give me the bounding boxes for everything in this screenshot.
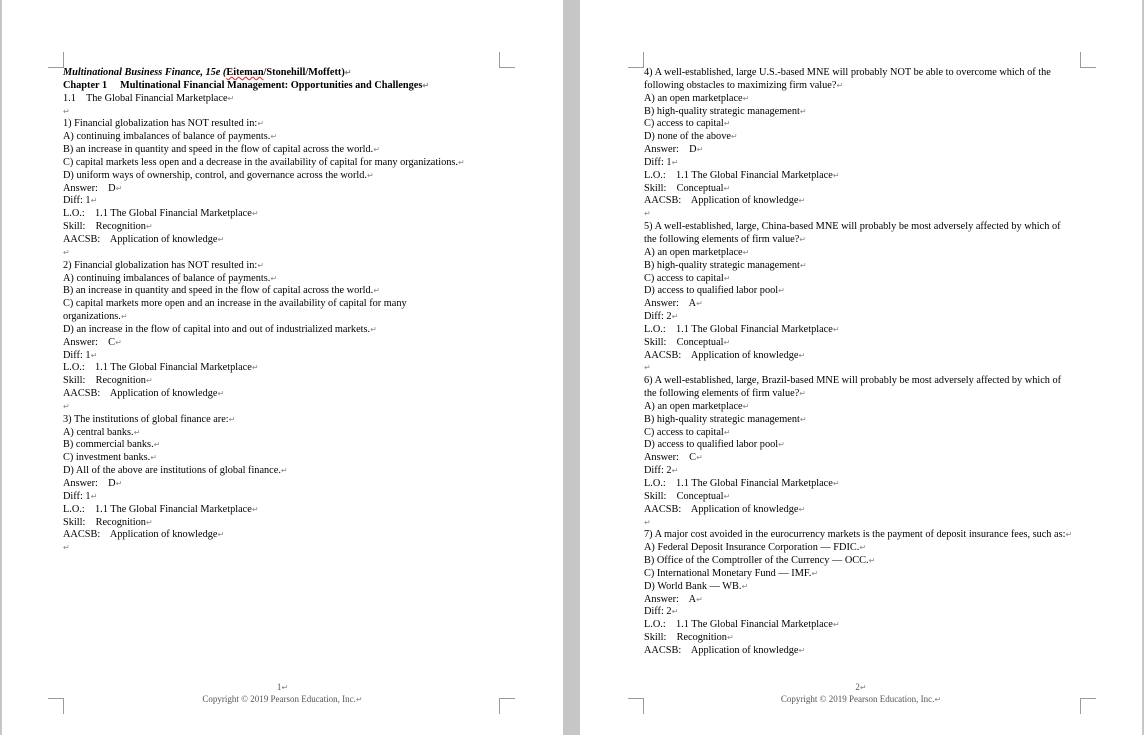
difficulty: Diff: 1↵ <box>63 195 98 207</box>
option-a: A) an open marketplace↵ <box>644 92 750 104</box>
learning-objective: L.O.: 1.1 The Global Financial Marketplace↵ <box>63 208 259 220</box>
option-d: D) uniform ways of ownership, control, and governance across the world.↵ <box>63 169 374 181</box>
skill: Skill: Conceptual↵ <box>644 490 731 502</box>
option-b: B) commercial banks.↵ <box>63 439 161 451</box>
question-text: 4) A well-established, large U.S.-based MNE will probably NOT be able to overcome which of the following obstacles to maximizing firm value?↵ <box>644 67 1051 91</box>
question-block: 3) The institutions of global finance are:↵ A) central banks.↵ B) commercial banks.↵ C) investment banks.↵ D) All of the above are institutions of global finance.↵ Answer: D↵ Diff: 1↵ L.O.: 1.1 The Global Financial Marketplace↵ Skill: Recognition↵ AACSB: Application of knowledge↵ ↵ <box>63 414 508 555</box>
answer: Answer: D↵ <box>63 478 123 489</box>
document-page-1[interactable] <box>2 0 563 735</box>
copyright-footer: Copyright © 2019 Pearson Education, Inc.↵ <box>202 694 363 704</box>
aacsb: AACSB: Application of knowledge↵ <box>63 388 225 400</box>
option-b: B) an increase in quantity and speed in the flow of capital across the world.↵ <box>63 144 380 156</box>
answer: Answer: C↵ <box>63 336 122 348</box>
option-c: C) investment banks.↵ <box>63 452 157 464</box>
option-b: B) Office of the Comptroller of the Currency — OCC.↵ <box>644 555 876 567</box>
aacsb: AACSB: Application of knowledge↵ <box>644 349 806 361</box>
option-c: C) access to capital↵ <box>644 426 731 438</box>
question-text: 5) A well-established, large, China-based MNE will probably be most adversely affected by which of the following elements of firm value?↵ <box>644 221 1061 245</box>
skill: Skill: Recognition↵ <box>63 221 153 233</box>
option-a: A) an open marketplace↵ <box>644 400 750 412</box>
document-page-2[interactable] <box>580 0 1142 735</box>
crop-mark-top-left <box>628 52 644 68</box>
question-block: 2) Financial globalization has NOT resulted in:↵ A) continuing imbalances of balance of payments.↵ B) an increase in quantity and speed in the flow of capital across the world.↵ C) capital markets more open and an increase in the availability of capital for many organizations.↵ D) an increase in the flow of capital into and out of industrialized markets.↵ Answer: C↵ Diff: 1↵ L.O.: 1.1 The Global Financial Marketplace↵ Skill: Recognition↵ AACSB: Application of knowledge↵ ↵ <box>63 260 508 414</box>
copyright-footer: Copyright © 2019 Pearson Education, Inc.↵ <box>780 694 942 704</box>
page-2-body[interactable] <box>644 67 1074 658</box>
option-d: D) an increase in the flow of capital into and out of industrialized markets.↵ <box>63 323 377 335</box>
skill: Skill: Conceptual↵ <box>644 336 731 348</box>
page-number: 1↵ <box>276 682 289 692</box>
learning-objective: L.O.: 1.1 The Global Financial Marketplace↵ <box>644 478 840 489</box>
option-a: A) continuing imbalances of balance of payments.↵ <box>63 272 278 284</box>
option-a: A) Federal Deposit Insurance Corporation — FDIC.↵ <box>644 542 867 554</box>
difficulty: Diff: 2↵ <box>644 311 679 323</box>
question-text: 3) The institutions of global finance are:↵ <box>63 413 236 425</box>
option-c: C) capital markets less open and a decrease in the availability of capital for many organizations.↵ <box>63 156 465 168</box>
question-block: 6) A well-established, large, Brazil-based MNE will probably be most adversely affected by which of the following elements of firm value?↵ A) an open marketplace↵ B) high-quality strategic management↵ C) access to capital↵ D) access to qualified labor pool↵ Answer: C↵ Diff: 2↵ L.O.: 1.1 The Global Financial Marketplace↵ Skill: Conceptual↵ AACSB: Application of knowledge↵ ↵ <box>644 375 1074 529</box>
book-title: Multinational Business Finance, 15e (Eiteman/Stonehill/Moffett)↵ <box>63 67 352 78</box>
answer: Answer: A↵ <box>644 593 703 605</box>
learning-objective: L.O.: 1.1 The Global Financial Marketplace↵ <box>63 503 259 515</box>
learning-objective: L.O.: 1.1 The Global Financial Marketplace↵ <box>63 362 259 374</box>
option-b: B) high-quality strategic management↵ <box>644 259 807 271</box>
aacsb: AACSB: Application of knowledge↵ <box>63 233 225 245</box>
difficulty: Diff: 1↵ <box>644 156 679 168</box>
option-b: B) high-quality strategic management↵ <box>644 413 807 425</box>
page-number: 2↵ <box>855 682 867 692</box>
question-text: 2) Financial globalization has NOT resulted in:↵ <box>63 259 264 271</box>
crop-mark-top-right <box>499 52 515 68</box>
option-c: C) access to capital↵ <box>644 118 731 130</box>
learning-objective: L.O.: 1.1 The Global Financial Marketplace↵ <box>644 619 840 631</box>
difficulty: Diff: 2↵ <box>644 465 679 477</box>
answer: Answer: C↵ <box>644 452 703 464</box>
option-d: D) World Bank — WB.↵ <box>644 580 749 592</box>
crop-mark-top-left <box>48 52 64 68</box>
option-a: A) an open marketplace↵ <box>644 246 750 258</box>
question-block: 5) A well-established, large, China-based MNE will probably be most adversely affected by which of the following elements of firm value?↵ A) an open marketplace↵ B) high-quality strategic management↵ C) access to capital↵ D) access to qualified labor pool↵ Answer: A↵ Diff: 2↵ L.O.: 1.1 The Global Financial Marketplace↵ Skill: Conceptual↵ AACSB: Application of knowledge↵ ↵ <box>644 221 1074 375</box>
paragraph-mark: ↵ <box>63 106 70 116</box>
page-1-body[interactable] <box>63 67 508 555</box>
option-c: C) International Monetary Fund — IMF.↵ <box>644 567 819 579</box>
answer: Answer: A↵ <box>644 298 703 310</box>
option-a: A) continuing imbalances of balance of payments.↵ <box>63 131 278 143</box>
chapter-heading: Chapter 1 Multinational Financial Management: Opportunities and Challenges↵ <box>63 79 430 91</box>
option-c: C) access to capital↵ <box>644 272 731 284</box>
difficulty: Diff: 1↵ <box>63 490 98 502</box>
aacsb: AACSB: Application of knowledge↵ <box>644 644 806 656</box>
question-block: 1) Financial globalization has NOT resulted in:↵ A) continuing imbalances of balance of payments.↵ B) an increase in quantity and speed in the flow of capital across the world.↵ C) capital markets less open and a decrease in the availability of capital for many organizations.↵ D) uniform ways of ownership, control, and governance across the world.↵ Answer: D↵ Diff: 1↵ L.O.: 1.1 The Global Financial Marketplace↵ Skill: Recognition↵ AACSB: Application of knowledge↵ ↵ <box>63 118 508 259</box>
learning-objective: L.O.: 1.1 The Global Financial Marketplace↵ <box>644 323 840 335</box>
option-a: A) central banks.↵ <box>63 426 141 438</box>
option-b: B) high-quality strategic management↵ <box>644 105 807 117</box>
difficulty: Diff: 2↵ <box>644 606 679 618</box>
option-b: B) an increase in quantity and speed in the flow of capital across the world.↵ <box>63 285 380 297</box>
aacsb: AACSB: Application of knowledge↵ <box>63 529 225 541</box>
question-block <box>644 529 1074 657</box>
question-block: 4) A well-established, large U.S.-based MNE will probably NOT be able to overcome which of the following obstacles to maximizing firm value?↵ A) an open marketplace↵ B) high-quality strategic management↵ C) access to capital↵ D) none of the above↵ Answer: D↵ Diff: 1↵ L.O.: 1.1 The Global Financial Marketplace↵ Skill: Conceptual↵ AACSB: Application of knowledge↵ ↵ <box>644 67 1074 221</box>
section-heading: 1.1 The Global Financial Marketplace↵ <box>63 92 235 104</box>
question-text: 6) A well-established, large, Brazil-based MNE will probably be most adversely affected by which of the following elements of firm value?↵ <box>644 375 1062 400</box>
skill: Skill: Recognition↵ <box>63 516 153 528</box>
learning-objective: L.O.: 1.1 The Global Financial Marketplace↵ <box>644 169 840 181</box>
option-d: D) access to qualified labor pool↵ <box>644 439 785 451</box>
option-d: D) access to qualified labor pool↵ <box>644 285 785 297</box>
difficulty: Diff: 1↵ <box>63 349 98 361</box>
option-c: C) capital markets more open and an increase in the availability of capital for many organizations.↵ <box>63 298 407 323</box>
option-d: D) All of the above are institutions of global finance.↵ <box>63 465 288 477</box>
skill: Skill: Recognition↵ <box>63 375 153 387</box>
option-d: D) none of the above↵ <box>644 131 738 143</box>
aacsb: AACSB: Application of knowledge↵ <box>644 195 806 207</box>
aacsb: AACSB: Application of knowledge↵ <box>644 503 806 515</box>
answer: Answer: D↵ <box>63 182 123 194</box>
crop-mark-top-right <box>1080 52 1096 68</box>
question-text: 7) A major cost avoided in the eurocurrency markets is the payment of deposit insurance fees, such as:↵ <box>644 529 1073 541</box>
answer: Answer: D↵ <box>644 144 704 156</box>
skill: Skill: Recognition↵ <box>644 632 734 644</box>
question-text: 1) Financial globalization has NOT resulted in:↵ <box>63 118 264 130</box>
skill: Skill: Conceptual↵ <box>644 182 731 194</box>
